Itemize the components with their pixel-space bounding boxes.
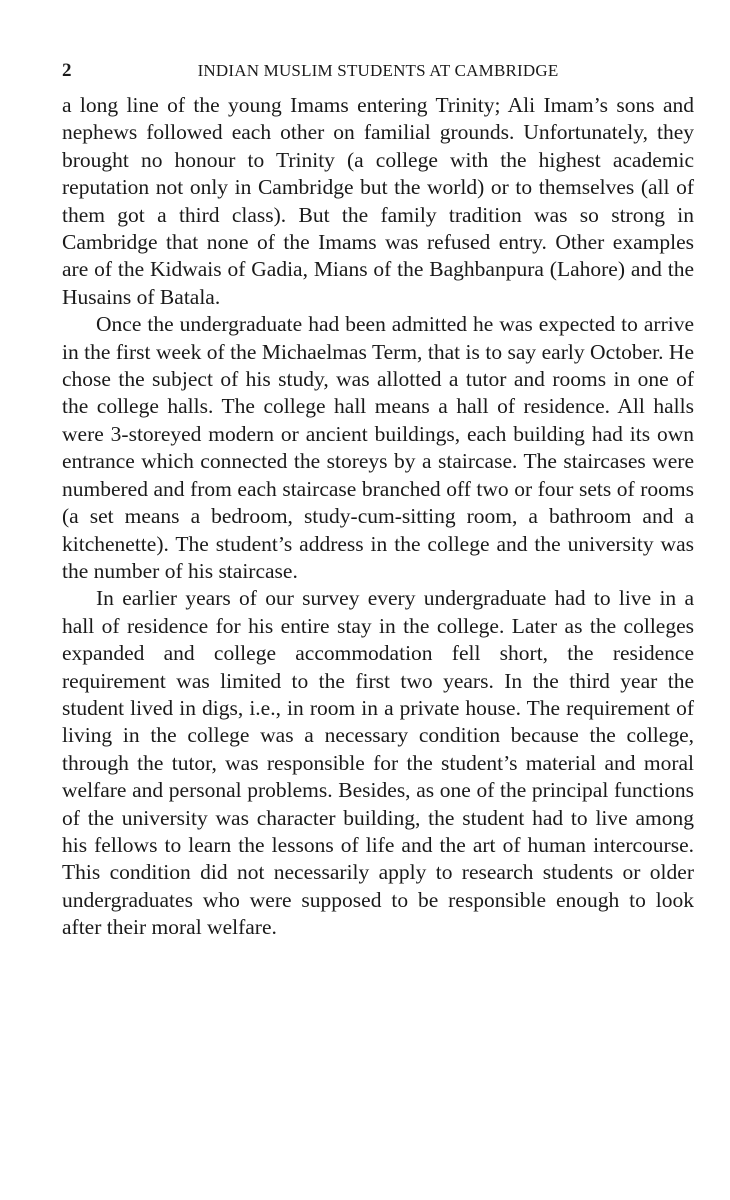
paragraph-continued: a long line of the young Imams entering Trinity; Ali Imam’s sons and nephews followed each other on familial grounds. Unfortunately, they brought no honour to Trinity (a college with the highest academic reputation not only in Cambridge but the world) or to themselves (all of them got a third class). But the family tradition was so strong in Cambridge that none of the Imams was refused entry. Other examples are of the Kidwais of Gadia, Mians of the Baghbanpura (Lahore) and the Husains of Batala. [62,93,694,309]
book-page [62,60,694,942]
paragraph-admission: Once the undergraduate had been admitted he was expected to arrive in the first week of the Michaelmas Term, that is to say early October. He chose the subject of his study, was allotted a tutor and rooms in one of the college halls. The college hall means a hall of residence. All halls were 3-storeyed modern or ancient buildings, each building had its own entrance which connected the storeys by a staircase. The staircases were numbered and from each staircase branched off two or four sets of rooms (a set means a bedroom, study-cum-sitting room, a bathroom and a kitchenette). The student’s address in the college and the university was the number of his staircase. [62,312,694,583]
body-text [62,92,694,942]
running-title: INDIAN MUSLIM STUDENTS AT CAMBRIDGE [197,61,559,80]
page-number: 2 [62,60,72,81]
running-head [62,60,694,90]
paragraph-residence: In earlier years of our survey every undergraduate had to live in a hall of residence for his entire stay in the college. Later as the colleges expanded and college accommodation fell short, the residence requirement was limited to the first two years. In the third year the student lived in digs, i.e., in room in a private house. The requirement of living in the college was a necessary condition because the college, through the tutor, was responsible for the student’s material and moral welfare and personal problems. Besides, as one of the principal functions of the university was character building, the student had to live among his fellows to learn the lessons of life and the art of human intercourse. This condition did not necessarily apply to research students or older undergraduates who were supposed to be responsible enough to look after their moral welfare. [62,586,694,940]
